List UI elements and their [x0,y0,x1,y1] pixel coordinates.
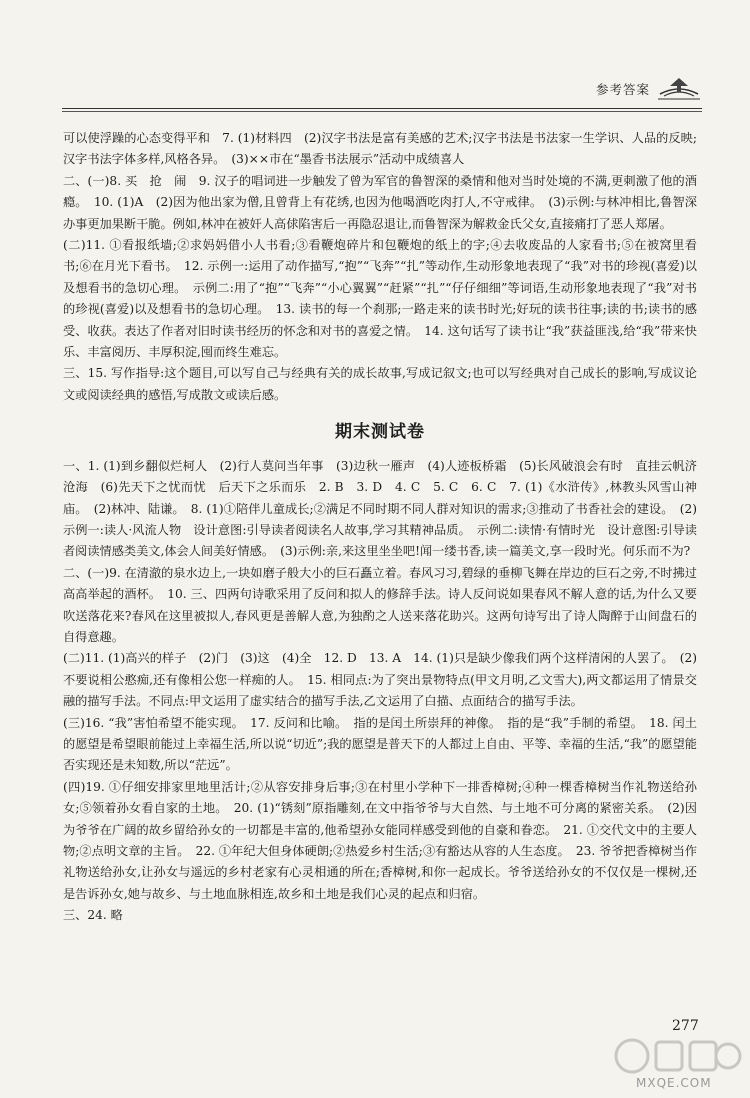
answer-paragraph: 二、(一)9. 在清澈的泉水边上,一块如磨子般大小的巨石矗立着。春风习习,碧绿的垂柳飞舞在岸边的巨石之旁,不时拂过高高举起的酒杯。 10. 三、四两句诗歌采用了反问和拟人的修辞手法。诗人反问说如果春风不解人意的话,为什么又要吹送落花来?春风在这里被拟人,春风更是善解人意,为独酌之人送来落花助兴。这两句诗写出了诗人陶醉于山间盘石的自得意趣。 [63,565,697,644]
watermark-text: MXQE.COM [636,1076,712,1090]
page-header [62,70,702,114]
header-rule [62,108,702,109]
page-number: 277 [672,1018,699,1034]
book-lamp-icon [656,74,702,102]
answer-paragraph: 二、(一)8. 买 抢 闹 9. 汉子的唱词进一步触发了曾为军官的鲁智深的桑情和他对当时处境的不满,更刺激了他的酒瘾。 10. (1)A (2)因为他出家为僧,且曾背上有花绣,也因为他喝酒吃肉打人,不守戒律。 (3)示例:与林冲相比,鲁智深办事更加果断干脆。例如,林冲在被奸人高俅陷害后一再隐忍退让,而鲁智深为解救金氏父女,直接痛打了恶人郑屠。 [63,173,697,231]
header-title: 参考答案 [595,82,650,97]
answer-paragraph: 一、1. (1)到乡翻似烂柯人 (2)行人莫问当年事 (3)边秋一雁声 (4)人迹板桥霜 (5)长风破浪会有时 直挂云帆济沧海 (6)先天下之忧而忧 后天下之乐而乐 2. B 3. D 4. C 5. C 6. C 7. (1)《水浒传》,林教头风雪山神庙。 (2)林冲、陆谦。 8. (1)①陪伴儿童成长;②满足不同时期不同人群对知识的需求;③推动了书香社会的建设。 (2)示例一:读人·风流人物 设计意图:引导读者阅读名人故事,学习其精神品质。 示例二:读情·有情时光 设计意图:引导读者阅读情感类美文,体会人间美好情感。 (3)示例:亲,来这里坐坐吧!闻一缕书香,读一篇美文,享一段时光。何乐而不为? [63,458,697,559]
answer-paragraph: (三)16. “我”害怕希望不能实现。 17. 反问和比喻。 指的是闰土所崇拜的神像。 指的是“我”手制的希望。 18. 闰土的愿望是希望眼前能过上幸福生活,所以说“切近”;我的愿望是普天下的人都过上自由、平等、幸福的生活,“我”的愿望能否实现还是未知数,所以“茫远”。 [63,715,697,773]
answer-paragraph: 可以使浮躁的心态变得平和 7. (1)材料四 (2)汉字书法是富有美感的艺术;汉字书法是书法家一生学识、人品的反映;汉字书法字体多样,风格各异。 (3)××市在“墨香书法展示”活动中成绩喜人 [63,131,697,167]
answer-paragraph: (二)11. (1)高兴的样子 (2)门 (3)这 (4)全 12. D 13. A 14. (1)只是缺少像我们两个这样清闲的人罢了。 (2)不要说相公憨痴,还有像相公您一样痴的人。 15. 相同点:为了突出景物特点(甲文月明,乙文雪大),两文都运用了情景交融的描写手法。不同点:甲文运用了虚实结合的描写手法,乙文运用了白描、点面结合的描写手法。 [63,651,697,709]
answer-paragraph: (二)11. ①看报纸墙;②求妈妈借小人书看;③看鞭炮碎片和包鞭炮的纸上的字;④去收废品的人家看书;⑤在被窝里看书;⑥在月光下看书。 12. 示例一:运用了动作描写,“抱”“飞奔”“扎”等动作,生动形象地表现了“我”对书的珍视(喜爱)以及想看书的急切心理。 示例二:用了“抱”“飞奔”“小心翼翼”“赶紧”“扎”“仔仔细细”等词语,生动形象地表现了“我”对书的珍视(喜爱)以及想看书的急切心理。 13. 读书的每一个刹那;一路走来的读书时光;好玩的读书往事;读的书;读书的感受、收获。表达了作者对旧时读书经历的怀念和对书的喜爱之情。 14. 这句话写了读书让“我”获益匪浅,给“我”带来快乐、丰富阅历、丰厚积淀,囤而终生难忘。 [63,238,697,360]
header-rule-thin [62,111,702,112]
answer-paragraph: 三、15. 写作指导:这个题目,可以写自己与经典有关的成长故事,写成记叙文;也可以写经典对自己成长的影响,写成议论文或阅读经典的感悟,写成散文或读后感。 [63,366,697,402]
answer-paragraph: 三、24. 略 [63,908,123,923]
answer-paragraph: (四)19. ①仔细安排家里地里活计;②从容安排身后事;③在村里小学种下一排香樟树;④种一棵香樟树当作礼物送给孙女;⑤领着孙女看自家的土地。 20. (1)“锈刻”原指雕刻,在文中指爷爷与大自然、与土地不可分离的紧密关系。 (2)因为爷爷在广阔的故乡留给孙女的一切都是丰富的,他希望孙女能同样感受到他的自豪和眷恋。 21. ①交代文中的主要人物;②点明文章的主旨。 22. ①年纪大但身体硬朗;②热爱乡村生活;③有豁达从容的人生态度。 23. 爷爷把香樟树当作礼物送给孙女,让孙女与遥远的乡村老家有心灵相通的所在;香樟树,和你一起成长。爷爷送给孙女的不仅仅是一棵树,还是告诉孙女,她与故乡、与土地血脉相连,故乡和土地是我们心灵的起点和归宿。 [63,779,697,901]
section-title: 期末测试卷 [335,422,425,443]
answer-body [63,128,697,927]
